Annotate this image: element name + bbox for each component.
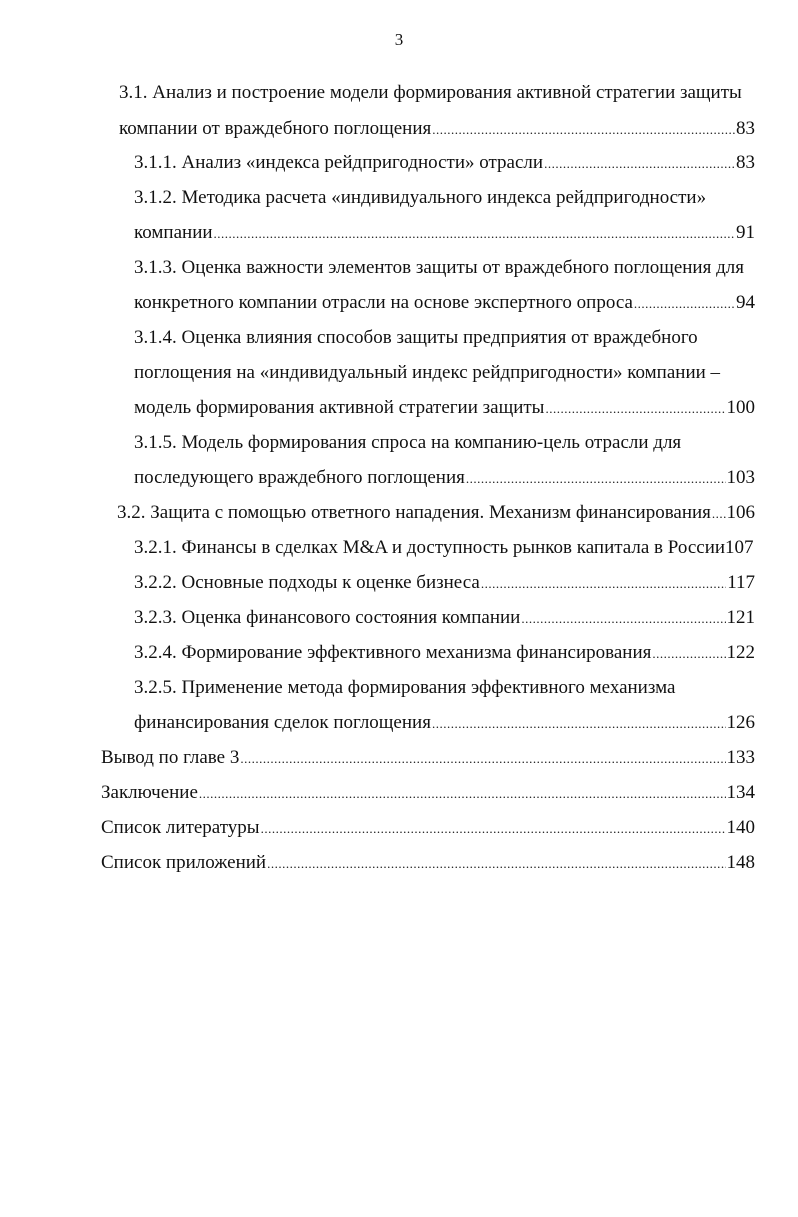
leader-dots xyxy=(240,746,725,771)
leader-dots xyxy=(634,291,735,316)
toc-entry-appendices xyxy=(101,850,755,876)
toc-entry-text: Вывод по главе 3 xyxy=(101,747,240,768)
leader-dots xyxy=(267,851,725,876)
toc-entry-text: 3.1. Анализ и построение модели формирования активной стратегии защиты xyxy=(119,82,742,103)
leader-dots xyxy=(544,151,735,176)
toc-entry-chapter-3-conclusion xyxy=(101,745,755,771)
toc-entry-text: 3.2.3. Оценка финансового состояния компании xyxy=(134,607,521,628)
toc-entry-3-1-3-line2 xyxy=(134,290,755,316)
toc-page-number: 122 xyxy=(726,642,755,663)
toc-entry-3-1-4-line2 xyxy=(134,360,755,386)
toc-entry-text: компании от враждебного поглощения xyxy=(119,118,432,139)
toc-entry-3-2-5-line2 xyxy=(134,710,755,736)
page-number: 3 xyxy=(394,30,404,49)
leader-dots xyxy=(432,711,726,736)
toc-entry-text: финансирования сделок поглощения xyxy=(134,712,431,733)
toc-entry-3-1-5-line1 xyxy=(134,430,755,456)
toc-entry-3-2-3 xyxy=(134,605,755,631)
toc-entry-text: Список литературы xyxy=(101,817,260,838)
toc-entry-3-2-5-line1 xyxy=(134,675,755,701)
leader-dots xyxy=(214,221,735,246)
toc-entry-text: модель формирования активной стратегии защиты xyxy=(134,397,545,418)
toc-entry-text: 3.2.1. Финансы в сделках М&A и доступность рынков капитала в России xyxy=(134,537,726,558)
toc-entry-3-2-4 xyxy=(134,640,755,666)
toc-entry-text: Список приложений xyxy=(101,852,267,873)
toc-page-number: 106 xyxy=(726,502,755,523)
toc-entry-3-2-2 xyxy=(134,570,755,596)
toc-entry-text: 3.1.1. Анализ «индекса рейдпригодности» отрасли xyxy=(134,152,544,173)
toc-page-number: 134 xyxy=(726,782,755,803)
toc-entry-text: компании xyxy=(134,222,213,243)
leader-dots xyxy=(466,466,726,491)
toc-entry-text: 3.1.3. Оценка важности элементов защиты от враждебного поглощения для xyxy=(134,257,744,278)
toc-entry-conclusion xyxy=(101,780,755,806)
toc-entry-text: 3.1.4. Оценка влияния способов защиты предприятия от враждебного xyxy=(134,327,698,348)
toc-page-number: 117 xyxy=(727,572,755,593)
toc-entry-3-1-4-line3 xyxy=(134,395,755,421)
leader-dots xyxy=(521,606,725,631)
toc-entry-3-1-3-line1 xyxy=(134,255,764,281)
toc-entry-text: 3.2. Защита с помощью ответного нападения. Механизм финансирования xyxy=(117,502,711,523)
toc-entry-3-1-line1 xyxy=(119,80,759,106)
toc-page-number: 133 xyxy=(726,747,755,768)
toc-page-number: 126 xyxy=(726,712,755,733)
toc-entry-3-1-2-line2 xyxy=(134,220,755,246)
toc-entry-3-1-4-line1 xyxy=(134,325,755,351)
toc-entry-text: поглощения на «индивидуальный индекс рейдпригодности» компании – xyxy=(134,362,721,383)
toc-entry-text: 3.1.2. Методика расчета «индивидуального индекса рейдпригодности» xyxy=(134,187,707,208)
toc-page-number: 107 xyxy=(725,537,754,558)
toc-entry-text: последующего враждебного поглощения xyxy=(134,467,465,488)
toc-entry-text: 3.2.4. Формирование эффективного механизма финансирования xyxy=(134,642,652,663)
toc-page-number: 83 xyxy=(736,118,755,139)
toc-entry-3-1-1 xyxy=(134,150,755,176)
toc-entry-3-1-5-line2 xyxy=(134,465,755,491)
toc-page-number: 91 xyxy=(736,222,755,243)
toc-page-number: 140 xyxy=(726,817,755,838)
toc-entry-3-1-2-line1 xyxy=(134,185,755,211)
toc-page-number: 94 xyxy=(736,292,755,313)
toc-entry-text: Заключение xyxy=(101,782,198,803)
toc-entry-text: 3.1.5. Модель формирования спроса на компанию-цель отрасли для xyxy=(134,432,682,453)
toc-entry-text: конкретного компании отрасли на основе экспертного опроса xyxy=(134,292,633,313)
leader-dots xyxy=(545,396,725,421)
toc-page-number: 103 xyxy=(726,467,755,488)
leader-dots xyxy=(481,571,726,596)
leader-dots xyxy=(199,781,726,806)
toc-page-number: 148 xyxy=(726,852,755,873)
toc-entry-3-1-line2 xyxy=(119,116,755,142)
toc-entry-3-2 xyxy=(117,500,755,526)
leader-dots xyxy=(652,641,725,666)
toc-page-number: 100 xyxy=(726,397,755,418)
toc-entry-text: 3.2.5. Применение метода формирования эффективного механизма xyxy=(134,677,676,698)
toc-entry-text: 3.2.2. Основные подходы к оценке бизнеса xyxy=(134,572,480,593)
toc-entry-references xyxy=(101,815,755,841)
toc-entry-3-2-1 xyxy=(134,535,755,561)
leader-dots xyxy=(712,501,726,526)
toc-page-number: 83 xyxy=(736,152,755,173)
toc-page-number: 121 xyxy=(726,607,755,628)
leader-dots xyxy=(432,117,735,142)
leader-dots xyxy=(261,816,726,841)
